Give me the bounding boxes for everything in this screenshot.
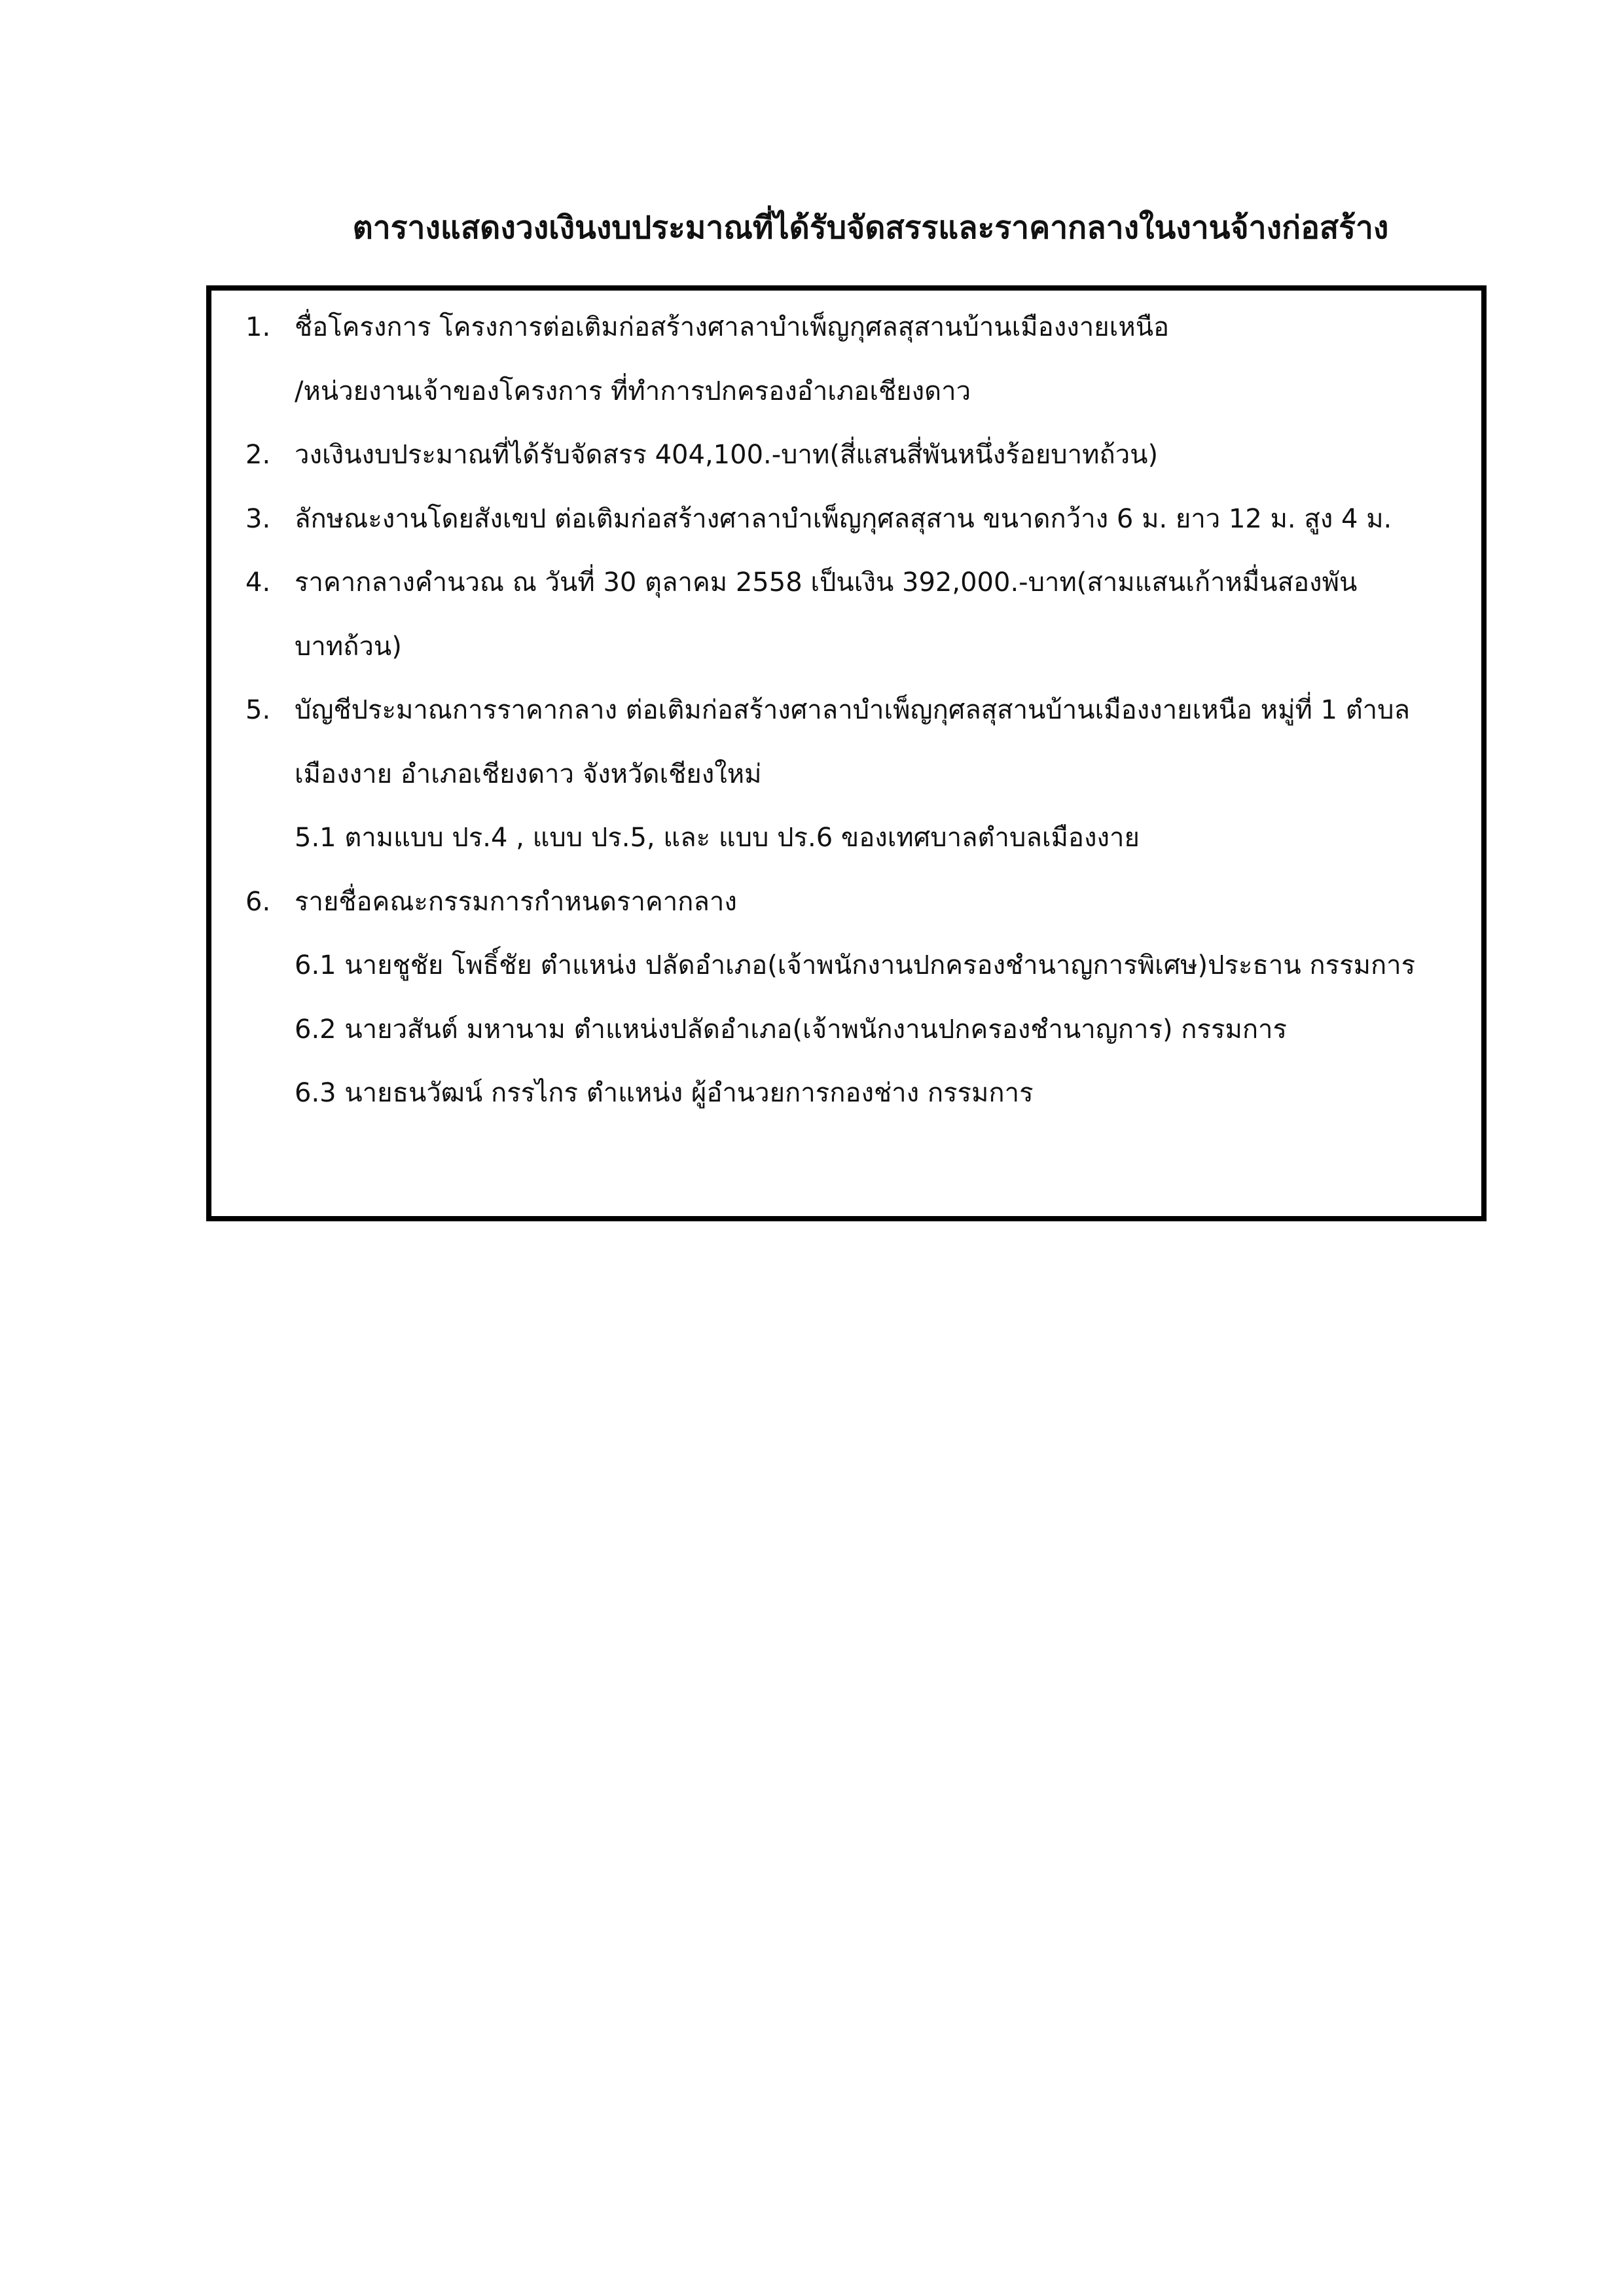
item-6-subitem-6-1: 6.1 นายชูชัย โพธิ์ชัย ตำแหน่ง ปลัดอำเภอ(เจ้าพนักงานปกครองชำนาญการพิเศษ)ประธาน กรรมการ [295,950,1416,980]
item-5-line-2: เมืองงาย อำเภอเชียงดาว จังหวัดเชียงใหม่ [295,759,762,789]
item-2-number: 2. [245,440,271,470]
item-3-number: 3. [245,504,271,534]
item-5-number: 5. [245,695,271,725]
item-1-line-1: ชื่อโครงการ โครงการต่อเติมก่อสร้างศาลาบำเพ็ญกุศลสุสานบ้านเมืองงายเหนือ [295,312,1170,342]
item-2-line-1: วงเงินงบประมาณที่ได้รับจัดสรร 404,100.-บาท(สี่แสนสี่พันหนึ่งร้อยบาทถ้วน) [295,440,1159,470]
item-1-number: 1. [245,312,271,342]
item-6-subitem-6-2: 6.2 นายวสันต์ มหานาม ตำแหน่งปลัดอำเภอ(เจ้าพนักงานปกครองชำนาญการ) กรรมการ [295,1014,1287,1045]
item-4-number: 4. [245,567,271,598]
item-5-subitem-5-1: 5.1 ตามแบบ ปร.4 , แบบ ปร.5, และ แบบ ปร.6 ของเทศบาลตำบลเมืองงาย [295,823,1140,853]
item-6-line-1: รายชื่อคณะกรรมการกำหนดราคากลาง [295,887,737,917]
item-1-line-2: /หน่วยงานเจ้าของโครงการ ที่ทำการปกครองอำเภอเชียงดาว [295,376,971,406]
item-4-line-2: บาทถ้วน) [295,632,402,662]
item-6-number: 6. [245,887,271,917]
item-6-subitem-6-3: 6.3 นายธนวัฒน์ กรรไกร ตำแหน่ง ผู้อำนวยการกองช่าง กรรมการ [295,1078,1034,1108]
item-3-line-1: ลักษณะงานโดยสังเขป ต่อเติมก่อสร้างศาลาบำเพ็ญกุศลสุสาน ขนาดกว้าง 6 ม. ยาว 12 ม. สูง 4 ม. [295,504,1392,534]
item-5-line-1: บัญชีประมาณการราคากลาง ต่อเติมก่อสร้างศาลาบำเพ็ญกุศลสุสานบ้านเมืองงายเหนือ หมู่ที่ 1 ตำบล [295,695,1411,725]
item-4-line-1: ราคากลางคำนวณ ณ วันที่ 30 ตุลาคม 2558 เป็นเงิน 392,000.-บาท(สามแสนเก้าหมื่นสองพัน [295,567,1358,598]
page-title: ตารางแสดงวงเงินงบประมาณที่ได้รับจัดสรรและราคากลางในงานจ้างก่อสร้าง [352,209,1389,246]
